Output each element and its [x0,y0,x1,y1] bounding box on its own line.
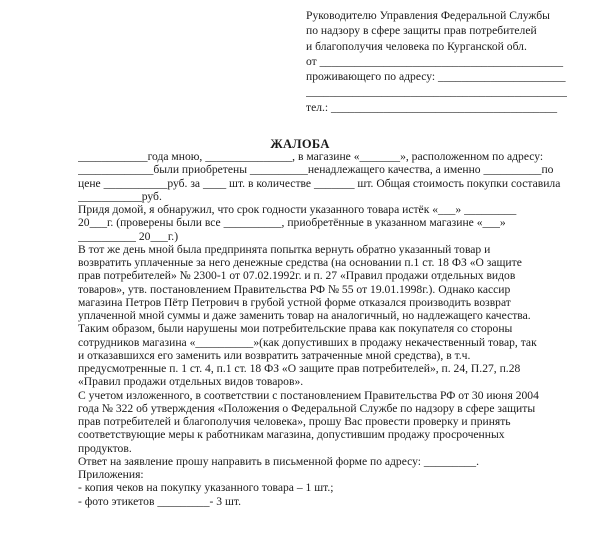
body-line: прав потребителей и благополучия человека», прошу Вас провести проверку и принять [78,415,511,428]
addressee-line: и благополучия человека по Курганской обл. [306,39,527,53]
body-line: Ответ на заявление прошу направить в письменной форме по адресу: _________. [78,454,479,468]
addressee-block [306,8,596,115]
addressee-line: по надзору в сфере защиты прав потребителей [306,24,537,38]
body-line: прав потребителей» № 2300-1 от 07.02.1992г. и п. 27 «Правил продажи отдельных видов [78,269,516,283]
body-line: «Правил продажи отдельных видов товаров». [78,375,304,389]
attachment-item: - фото этикетов _________- 3 шт. [78,494,241,508]
attachments-heading: Приложения: [78,468,144,481]
body-line: Придя домой, я обнаружил, что срок годности указанного товара истёк «___» _________ [78,203,517,216]
body-line: сотрудников магазина «__________»(как допустивших в продажу некачественный товар, так [78,335,537,349]
body-line: возвратить уплаченные за него денежные средства (на основании п.1 ст. 18 ФЗ «О защите [78,256,522,269]
body-line: продуктов. [78,441,132,455]
body-line: В тот же день мной была предпринята попытка вернуть обратно указанный товар и [78,242,491,256]
body-line: ___________руб. [78,189,162,203]
body-line: уплаченной мной суммы и даже заменить товар на аналогичный, но надлежащего качества. [78,309,531,322]
phone-line: тел.: _______________________________________ [306,100,558,114]
body-line: ____________года мною, _______________, в магазине «_______», расположенном по адресу: [78,150,544,163]
body-line: цене ___________руб. за ____ шт. в количестве _______ шт. Общая стоимость покупки составила [78,176,561,190]
attachment-item: - копия чеков на покупку указанного товара – 1 шт.; [78,481,334,495]
body-line: 20___г. (проверены были все __________, приобретённые в указанном магазине «___» [78,216,506,230]
body-line: года № 322 об утверждения «Положения о Федеральной Службе по надзору в сфере защиты [78,401,536,415]
sender-line: от __________________________________________ [306,54,564,68]
body-line: Таким образом, были нарушены мои потребительские права как покупателя со стороны [78,322,513,336]
body-line: и отказавшихся его заменить или возвратить затраченные мной средства), в т.ч. [78,348,471,362]
body-line: товаров», утв. постановлением Правительства РФ № 55 от 19.01.1998г.). Однако кассир [78,282,511,296]
complaint-body [78,150,598,508]
addressee-line: Руководителю Управления Федеральной Службы [306,9,550,22]
document-title: ЖАЛОБА [270,137,330,151]
body-line: соответствующие меры к работникам магазина, допустившим продажу просроченных [78,428,505,442]
sender-address-line: _____________________________________________ [306,85,567,99]
body-line: __________ 20___г.) [78,229,179,243]
body-line: _____________были приобретены __________ненадлежащего качества, а именно __________по [78,163,554,177]
body-line: С учетом изложенного, в соответствии с постановлением Правительства РФ от 30 июня 2004 [78,388,539,402]
body-line: предусмотренные п. 1 ст. 4, п.1 ст. 18 ФЗ «О защите прав потребителей», п. 24, П.27, п.28 [78,362,521,375]
body-line: магазина Петров Пётр Петрович в грубой устной форме отказался производить возврат [78,295,511,309]
sender-address-line: проживающего по адресу: ______________________ [306,70,566,84]
